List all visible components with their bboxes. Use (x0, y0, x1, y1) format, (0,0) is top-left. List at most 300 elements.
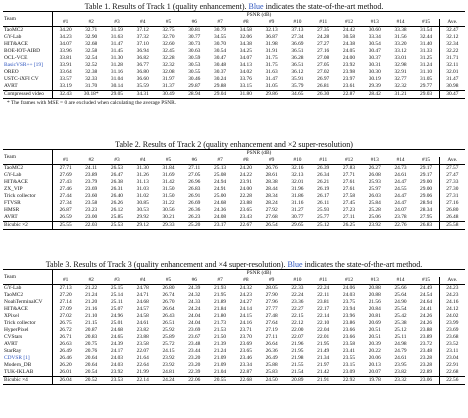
psnr-cell: 30.46 (188, 76, 201, 82)
psnr-cell: 31.50 (162, 186, 175, 192)
psnr-cell: 27.35 (310, 27, 336, 35)
psnr-cell: 27.13 (53, 285, 79, 293)
table-row (3, 76, 465, 83)
psnr-cell: 26.01 (59, 369, 72, 375)
psnr-cell: 24.68 (136, 299, 149, 305)
psnr-cell: 24.39 (110, 341, 124, 347)
psnr-cell: 24.28 (317, 34, 330, 40)
psnr-cell: 31.25 (420, 55, 433, 61)
psnr-cell: 37.12 (130, 27, 156, 35)
psnr-cell: 21.95 (291, 348, 304, 354)
column-header: #8 (243, 157, 249, 163)
psnr-cell: 25.07 (110, 306, 124, 312)
psnr-cell: 34.55 (214, 34, 227, 40)
psnr-cell: 27.96 (265, 299, 278, 305)
psnr-cell: 27.34 (59, 200, 72, 206)
psnr-cell: 27.27 (317, 41, 330, 47)
table-row (3, 83, 465, 91)
psnr-cell: 25.06 (368, 214, 381, 220)
table-3-caption-blue: Blue (287, 260, 303, 269)
column-header: #10 (293, 19, 302, 25)
psnr-cell: 34.31 (130, 91, 156, 99)
psnr-cell: 27.43 (59, 179, 72, 185)
psnr-cell: 26.69 (188, 200, 201, 206)
psnr-cell: 24.04 (188, 313, 201, 319)
psnr-cell: 22.07 (136, 348, 149, 354)
psnr-cell: 27.30 (439, 186, 465, 193)
psnr-cell: 30.55 (188, 69, 201, 75)
psnr-cell: 24.16 (239, 320, 252, 326)
psnr-cell: 26.43 (162, 313, 175, 319)
column-header: #12 (344, 157, 354, 163)
psnr-cell: 31.13 (136, 179, 149, 185)
psnr-cell: 19.78 (362, 377, 388, 385)
psnr-cell: 32.71 (78, 27, 104, 35)
psnr-cell: 22.12 (291, 320, 304, 326)
psnr-cell: 25.01 (110, 320, 124, 326)
psnr-cell: 24.96 (110, 313, 124, 319)
psnr-cell: 29.03 (413, 91, 439, 99)
psnr-cell: 30.53 (136, 207, 149, 213)
psnr-cell: 27.31 (439, 193, 465, 200)
psnr-cell: 31.24 (420, 62, 433, 68)
table-1 (3, 11, 465, 99)
psnr-cell: 32.13 (259, 27, 285, 35)
psnr-cell: 25.11 (394, 334, 407, 340)
psnr-cell: 21.96 (291, 341, 304, 347)
column-header: #11 (319, 277, 328, 283)
column-header: #14 (396, 277, 405, 283)
psnr-cell: 24.90 (394, 299, 407, 305)
psnr-cell: 33.38 (388, 27, 414, 35)
psnr-cell: 21.54 (291, 369, 304, 375)
psnr-cell: 28.61 (265, 172, 278, 178)
psnr-cell: 26.36 (265, 348, 278, 354)
psnr-cell: 30.59 (188, 55, 201, 61)
psnr-cell: 26.20 (59, 362, 72, 368)
psnr-cell: 31.47 (439, 76, 465, 83)
table-3 (3, 269, 465, 385)
psnr-cell: 20.64 (85, 355, 98, 361)
psnr-cell: 24.94 (214, 179, 227, 185)
psnr-cell: 22.28 (239, 193, 252, 199)
psnr-cell: 25.58 (439, 222, 465, 230)
psnr-cell: 31.96 (291, 186, 304, 192)
table-row (3, 41, 465, 48)
psnr-cell: 20.51 (368, 327, 381, 333)
team-name-cell: CVStars (3, 334, 53, 341)
psnr-cell: 36.12 (291, 69, 304, 75)
psnr-cell: 32.12 (439, 34, 465, 41)
psnr-cell: 23.92 (110, 369, 124, 375)
psnr-cell: 25.08 (214, 172, 227, 178)
table-1-block (3, 2, 465, 107)
psnr-cell: 27.11 (265, 334, 278, 340)
psnr-cell: 21.80 (214, 313, 227, 319)
psnr-cell: 20.64 (85, 362, 98, 368)
psnr-cell: 27.45 (342, 200, 356, 206)
psnr-cell: 20.76 (85, 348, 98, 354)
psnr-cell: 24.47 (394, 200, 407, 206)
team-name-cell: TaoMC2 (3, 27, 53, 35)
psnr-cell: 24.26 (420, 320, 433, 326)
psnr-cell: 23.69 (439, 327, 465, 334)
psnr-cell: 30.18* (78, 91, 104, 99)
psnr-cell: 27.46 (59, 186, 72, 192)
table-row (3, 341, 465, 348)
psnr-cell: 31.45 (110, 48, 124, 54)
psnr-cell: 23.91 (239, 179, 252, 185)
team-name-cell: XPixel (3, 313, 53, 320)
psnr-cell: 34.65 (285, 91, 311, 99)
psnr-cell: 24.05 (342, 48, 356, 54)
table-row (3, 179, 465, 186)
team-name-cell: OREO (3, 69, 53, 76)
psnr-cell: 31.54 (413, 27, 439, 35)
team-name-cell: USTC-iXFI CV (3, 76, 53, 83)
team-name-cell: HMSR (3, 207, 53, 214)
psnr-cell: 30.79 (207, 27, 233, 35)
psnr-cell: 25.28 (368, 207, 381, 213)
psnr-cell: 24.68 (214, 200, 227, 206)
psnr-cell: 25.64 (394, 292, 407, 298)
psnr-cell: 23.75 (342, 299, 356, 305)
team-name-cell: GY-Lab (3, 172, 53, 179)
psnr-cell: 23.88 (420, 327, 433, 333)
psnr-cell: 24.49 (413, 285, 439, 293)
psnr-cell: 36.82 (136, 55, 149, 61)
psnr-cell: 36.28 (291, 55, 304, 61)
psnr-cell: 21.99 (136, 369, 149, 375)
psnr-cell: 23.82 (394, 369, 407, 375)
psnr-cell: 23.15 (342, 362, 356, 368)
psnr-cell: 20.55 (207, 377, 233, 385)
psnr-cell: 28.34 (265, 193, 278, 199)
psnr-cell: 36.51 (291, 62, 304, 68)
psnr-cell: 28.42 (362, 91, 388, 99)
psnr-cell: 24.04 (188, 320, 201, 326)
psnr-cell: 21.16 (85, 306, 98, 312)
team-name-cell: NoahTerminalCV (3, 299, 53, 306)
team-name-cell: CDVSR [1] (3, 355, 53, 362)
psnr-cell: 31.75 (265, 55, 278, 61)
psnr-cell: 23.06 (413, 377, 439, 385)
psnr-cell: 24.23 (439, 292, 465, 299)
psnr-cell: 30.77 (188, 34, 201, 40)
psnr-cell: 31.50 (162, 193, 175, 199)
psnr-cell: 23.94 (342, 306, 356, 312)
table-row (3, 48, 465, 55)
psnr-cell: 24.58 (136, 313, 149, 319)
psnr-cell: 23.67 (188, 334, 201, 340)
psnr-cell: 23.89 (85, 172, 98, 178)
psnr-cell: 31.98 (265, 41, 278, 47)
psnr-cell: 24.36 (214, 207, 227, 213)
psnr-cell: 33.96 (59, 48, 72, 54)
table-row (3, 377, 465, 385)
psnr-cell: 21.53 (214, 327, 227, 333)
team-name-cell: TUK-IKLAB (3, 369, 53, 377)
psnr-cell: 27.61 (342, 186, 356, 192)
psnr-cell: 31.26 (136, 172, 149, 178)
psnr-cell: 23.70 (239, 334, 252, 340)
table-2 (3, 149, 465, 230)
psnr-cell: 24.07 (394, 207, 407, 213)
psnr-cell: 32.32 (162, 62, 175, 68)
psnr-cell: 25.13 (207, 165, 233, 173)
table-2-body (3, 165, 465, 230)
column-header: #2 (88, 277, 94, 283)
psnr-cell: 26.80 (156, 285, 182, 293)
psnr-cell: 32.06 (239, 34, 252, 40)
table-row (3, 320, 465, 327)
psnr-cell: 29.87 (188, 83, 201, 89)
psnr-cell: 23.55 (342, 355, 356, 361)
table-row (3, 193, 465, 200)
psnr-cell: 33.34 (368, 34, 381, 40)
psnr-cell: 25.85 (110, 214, 124, 220)
psnr-cell: 27.47 (439, 172, 465, 179)
table-row (3, 355, 465, 362)
psnr-cell: 30.70 (214, 41, 227, 47)
psnr-cell: 20.88 (368, 292, 381, 298)
table-row (3, 214, 465, 222)
psnr-cell: 22.64 (136, 362, 149, 368)
psnr-cell: 23.88 (239, 200, 252, 206)
psnr-cell: 21.95 (214, 292, 227, 298)
psnr-cell: 23.92 (362, 222, 388, 230)
psnr-cell: 31.21 (388, 91, 414, 99)
psnr-cell: 27.83 (336, 165, 362, 173)
team-header: Team (3, 270, 53, 285)
psnr-cell: 24.32 (188, 292, 201, 298)
psnr-cell: 24.02 (439, 313, 465, 320)
psnr-cell: 22.56 (439, 377, 465, 385)
column-header: #9 (268, 19, 275, 25)
psnr-cell: 30.58 (342, 34, 356, 40)
psnr-cell: 32.98 (394, 62, 407, 68)
table-2-caption: Table 2. Results of Track 2 (quality enhancement and ×2 super-resolution) (115, 140, 353, 149)
psnr-cell: 26.91 (188, 193, 201, 199)
psnr-cell: 23.86 (342, 320, 356, 326)
column-header: #4 (140, 157, 146, 163)
psnr-cell: 27.61 (342, 179, 356, 185)
psnr-cell: 23.48 (420, 348, 433, 354)
column-header: #7 (217, 19, 223, 25)
psnr-cell: 24.23 (439, 285, 465, 293)
psnr-cell: 20.83 (85, 334, 98, 340)
psnr-cell: 31.63 (265, 69, 278, 75)
table-row (3, 306, 465, 313)
psnr-cell: 31.80 (233, 91, 259, 99)
table-row (3, 313, 465, 320)
psnr-cell: 25.11 (110, 299, 123, 305)
psnr-cell: 21.49 (317, 348, 330, 354)
psnr-cell: 23.65 (239, 348, 252, 354)
psnr-cell: 22.91 (439, 362, 465, 369)
psnr-cell: 23.36 (291, 299, 304, 305)
psnr-cell: 29.86 (259, 91, 285, 99)
psnr-cell: 24.27 (239, 299, 252, 305)
psnr-cell: 24.78 (130, 285, 156, 293)
psnr-cell: 21.22 (78, 285, 104, 293)
psnr-cell: 25.72 (162, 341, 175, 347)
psnr-cell: 23.68 (439, 334, 465, 341)
psnr-cell: 24.50 (259, 377, 285, 385)
psnr-cell: 20.54 (85, 369, 98, 375)
psnr-cell: 22.89 (420, 369, 433, 375)
psnr-cell: 27.90 (265, 292, 278, 298)
psnr-cell: 35.79 (291, 83, 304, 89)
psnr-cell: 29.00 (420, 186, 433, 192)
psnr-cell: 23.65 (239, 207, 252, 213)
psnr-cell: 31.10 (420, 69, 433, 75)
psnr-cell: 32.60 (162, 41, 175, 47)
team-name-cell: FTVSR (3, 200, 53, 207)
psnr-cell: 24.71 (136, 292, 149, 298)
psnr-cell: 26.87 (59, 207, 72, 213)
psnr-cell: 23.09 (342, 369, 356, 375)
psnr-cell: 24.20 (233, 165, 259, 173)
psnr-cell: 25.55 (53, 222, 79, 230)
psnr-cell: 30.48 (214, 62, 227, 68)
psnr-cell: 32.58 (85, 48, 98, 54)
table-1-note: * The frames with MSE = 0 are excluded when calculating the average PSNR. (7, 100, 177, 106)
psnr-cell: 27.69 (59, 172, 72, 178)
column-header: #9 (268, 277, 275, 283)
psnr-cell: 21.73 (214, 320, 227, 326)
psnr-cell: 23.69 (239, 341, 252, 347)
table-row (3, 222, 465, 230)
psnr-cell: 23.58 (136, 341, 149, 347)
psnr-cell: 26.47 (110, 172, 124, 178)
table-1-caption-suffix: indicates the state-of-the-art method. (263, 2, 384, 11)
psnr-cell: 23.41 (342, 348, 356, 354)
psnr-cell: 34.38 (239, 41, 252, 47)
psnr-cell: 26.23 (188, 214, 201, 220)
psnr-group-header: PSNR (dB) (53, 12, 466, 20)
column-header: #13 (370, 277, 379, 283)
psnr-cell: 24.22 (239, 172, 252, 178)
psnr-cell: 27.05 (317, 62, 330, 68)
psnr-cell: 25.89 (162, 334, 175, 340)
psnr-cell: 31.97 (162, 76, 175, 82)
psnr-cell: 26.80 (439, 207, 465, 214)
psnr-cell: 31.16 (110, 69, 124, 75)
team-name-cell: BOE-IOT-AIBD (3, 48, 53, 55)
column-header: #14 (396, 157, 405, 163)
column-header: #3 (114, 157, 120, 163)
psnr-cell: 24.64 (420, 299, 433, 305)
psnr-cell: 36.80 (136, 69, 149, 75)
psnr-cell: 20.13 (368, 362, 381, 368)
psnr-cell: 24.65 (110, 334, 124, 340)
column-header: #4 (140, 277, 146, 283)
psnr-cell: 23.92 (162, 355, 175, 361)
psnr-cell: 22.17 (317, 306, 330, 312)
psnr-cell: 32.45 (162, 48, 175, 54)
psnr-cell: 32.68 (85, 41, 98, 47)
psnr-cell: 27.16 (317, 48, 330, 54)
psnr-cell: 33.57 (59, 76, 72, 82)
psnr-cell: 29.88 (214, 83, 227, 89)
psnr-cell: 34.25 (239, 48, 252, 54)
column-header: #15 (422, 157, 431, 163)
column-header: #6 (191, 157, 197, 163)
psnr-cell: 22.27 (291, 306, 304, 312)
column-header: #2 (88, 157, 94, 163)
table-row (3, 55, 465, 62)
table-row (3, 27, 465, 35)
psnr-cell: 24.15 (239, 313, 252, 319)
psnr-cell: 22.04 (317, 327, 330, 333)
psnr-cell: 21.98 (291, 355, 304, 361)
column-header: #3 (114, 277, 120, 283)
psnr-cell: 22.76 (388, 222, 414, 230)
column-header: #7 (217, 277, 223, 283)
psnr-cell: 29.33 (156, 222, 182, 230)
psnr-cell: 22.01 (317, 334, 330, 340)
psnr-cell: 26.70 (162, 299, 175, 305)
psnr-cell: 33.15 (239, 83, 252, 89)
psnr-cell: 30.56 (162, 207, 175, 213)
psnr-cell: 31.63 (110, 34, 124, 40)
psnr-cell: 25.20 (181, 222, 207, 230)
psnr-cell: 23.20 (188, 362, 201, 368)
psnr-cell: 28.44 (265, 186, 278, 192)
psnr-cell: 23.92 (342, 62, 356, 68)
psnr-cell: 23.78 (394, 214, 407, 220)
psnr-cell: 32.91 (394, 69, 407, 75)
psnr-cell: 22.00 (291, 327, 304, 333)
psnr-cell: 27.20 (59, 292, 72, 298)
table-row (3, 62, 465, 69)
psnr-cell: 32.70 (162, 34, 175, 40)
psnr-cell: 22.24 (310, 285, 336, 293)
psnr-cell: 30.30 (368, 69, 381, 75)
psnr-cell: 20.89 (285, 377, 311, 385)
psnr-cell: 34.58 (233, 27, 259, 35)
psnr-cell: 25.97 (368, 186, 381, 192)
psnr-cell: 34.23 (59, 34, 72, 40)
psnr-cell: 25.00 (214, 193, 227, 199)
psnr-cell: 20.39 (368, 341, 381, 347)
column-header: #4 (140, 19, 146, 25)
psnr-cell: 23.43 (239, 214, 252, 220)
psnr-cell: 24.23 (239, 292, 252, 298)
psnr-cell: 24.61 (136, 320, 149, 326)
table-1-body (3, 27, 465, 99)
psnr-cell: 36.77 (136, 62, 149, 68)
column-header: #14 (396, 19, 405, 25)
psnr-cell: 30.81 (181, 27, 207, 35)
psnr-cell: 31.28 (110, 62, 124, 68)
psnr-cell: 33.20 (394, 41, 407, 47)
psnr-cell: 24.68 (110, 327, 124, 333)
psnr-cell: 24.73 (388, 165, 414, 173)
psnr-cell: 26.04 (53, 377, 79, 385)
column-header: Ave. (439, 277, 465, 285)
psnr-cell: 32.77 (394, 76, 407, 82)
table-2-block (3, 140, 465, 230)
psnr-cell: 27.58 (342, 193, 356, 199)
psnr-cell: 31.02 (136, 193, 149, 199)
psnr-cell: 28.94 (420, 200, 433, 206)
psnr-cell: 29.05 (104, 91, 130, 99)
psnr-cell: 23.95 (394, 362, 407, 368)
table-row (3, 165, 465, 173)
psnr-cell: 23.82 (136, 327, 149, 333)
